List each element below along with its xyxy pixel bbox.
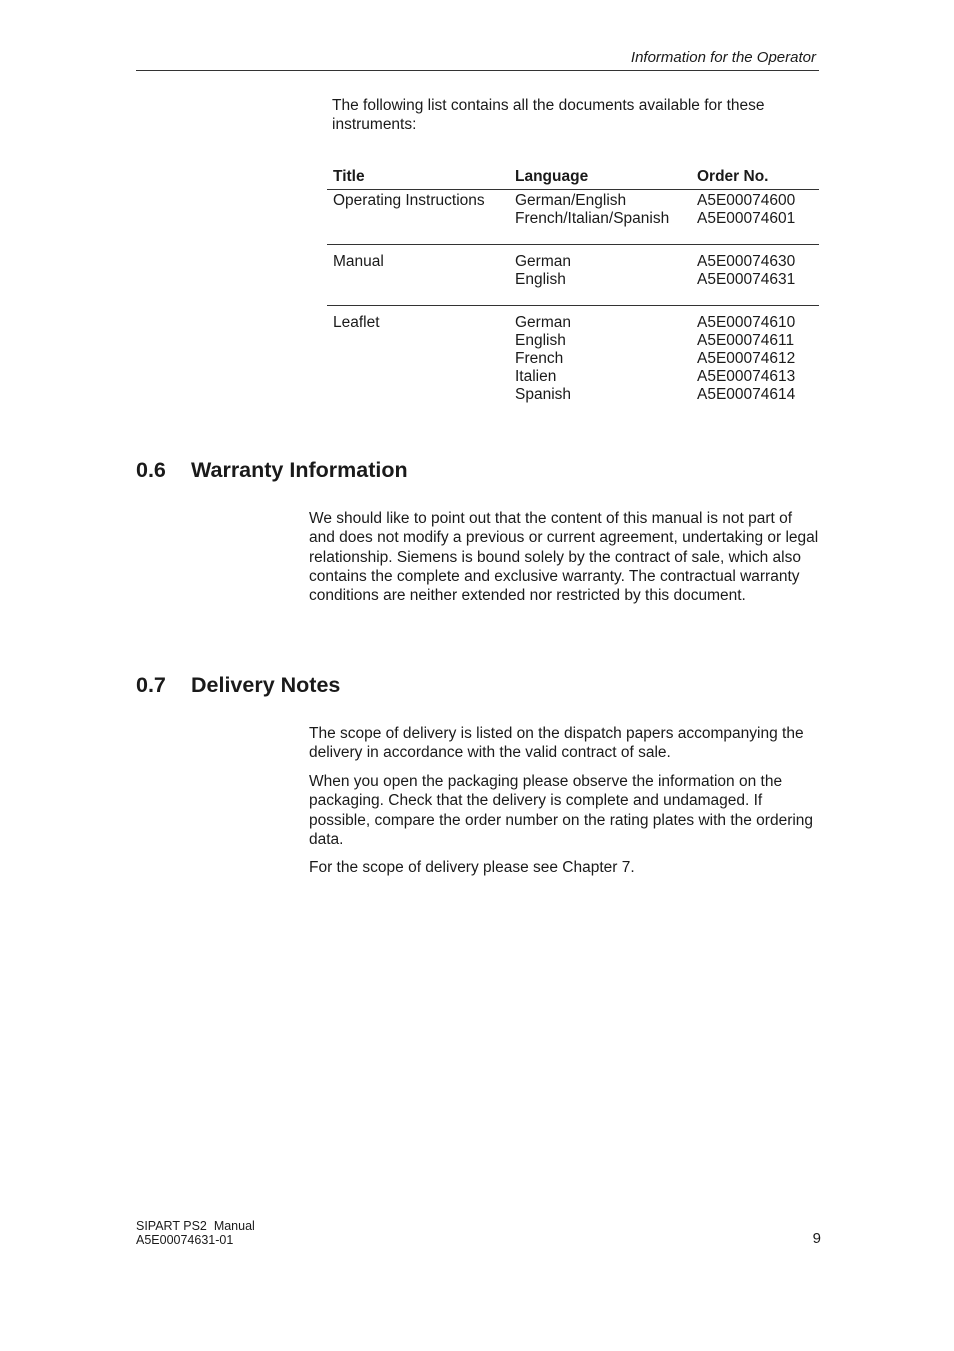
documents-table (327, 165, 819, 420)
doc-order-numbers (691, 245, 819, 306)
delivery-paragraph-3: For the scope of delivery please see Chapter 7. (309, 859, 635, 876)
doc-order-numbers (691, 306, 819, 421)
intro-paragraph: The following list contains all the documents available for these instruments: (332, 97, 765, 133)
delivery-paragraph-1: The scope of delivery is listed on the dispatch papers accompanying the delivery in accordance with the valid contract of sale. (309, 725, 804, 762)
order-number: A5E00074600 (697, 192, 796, 209)
doc-title: Manual (327, 245, 509, 306)
footer-product: SIPART PS2 Manual (136, 1219, 255, 1233)
running-header: Information for the Operator (630, 49, 816, 66)
language: French (515, 350, 564, 367)
header-title: Title (327, 165, 509, 190)
section-number: 0.7 (136, 673, 166, 697)
language: German/English (515, 192, 627, 209)
section-number: 0.6 (136, 458, 166, 482)
order-number: A5E00074601 (697, 210, 796, 227)
doc-order-numbers (691, 190, 819, 245)
section-title: Warranty Information (191, 458, 408, 482)
language: French/Italian/Spanish (515, 210, 670, 227)
order-number: A5E00074613 (697, 368, 796, 385)
table-row (327, 306, 819, 421)
warranty-paragraph: We should like to point out that the content of this manual is not part of and does not modify a previous or current agreement, undertaking or legal relationship. Siemens is bound solely by the contract of sale, which also contains the complete and exclusive warranty. The contractual warranty conditions are neither extended nor restricted by this document. (309, 510, 819, 605)
footer-doc-number: A5E00074631-01 (136, 1233, 234, 1247)
language: German (515, 314, 571, 331)
doc-title: Leaflet (333, 314, 380, 331)
order-number: A5E00074631 (697, 271, 796, 288)
section-heading-delivery (136, 673, 340, 698)
header-order-no: Order No. (691, 165, 819, 190)
table-row (327, 245, 819, 306)
table-row (327, 190, 819, 245)
doc-languages (509, 306, 691, 421)
footer-doc-info (136, 1219, 255, 1247)
order-number: A5E00074614 (697, 386, 796, 403)
order-number: A5E00074612 (697, 350, 796, 367)
doc-languages (509, 245, 691, 306)
language: German (515, 253, 571, 270)
section-title: Delivery Notes (191, 673, 341, 697)
order-number: A5E00074610 (697, 314, 796, 331)
header-language: Language (509, 165, 691, 190)
language: Spanish (515, 386, 572, 403)
order-number: A5E00074630 (697, 253, 796, 270)
order-number: A5E00074611 (697, 332, 795, 349)
header-rule (136, 70, 819, 71)
table-header-row (327, 165, 819, 190)
language: Italien (515, 368, 557, 385)
doc-title: Operating Instructions (327, 190, 509, 245)
page-number: 9 (812, 1230, 821, 1247)
language: English (515, 271, 566, 288)
section-heading-warranty (136, 458, 408, 483)
delivery-paragraph-2: When you open the packaging please observe the information on the packaging. Check that the delivery is complete and undamaged. If possible, compare the order number on the rating plates with the ordering data. (309, 773, 814, 848)
language: English (515, 332, 566, 349)
doc-languages (509, 190, 691, 245)
